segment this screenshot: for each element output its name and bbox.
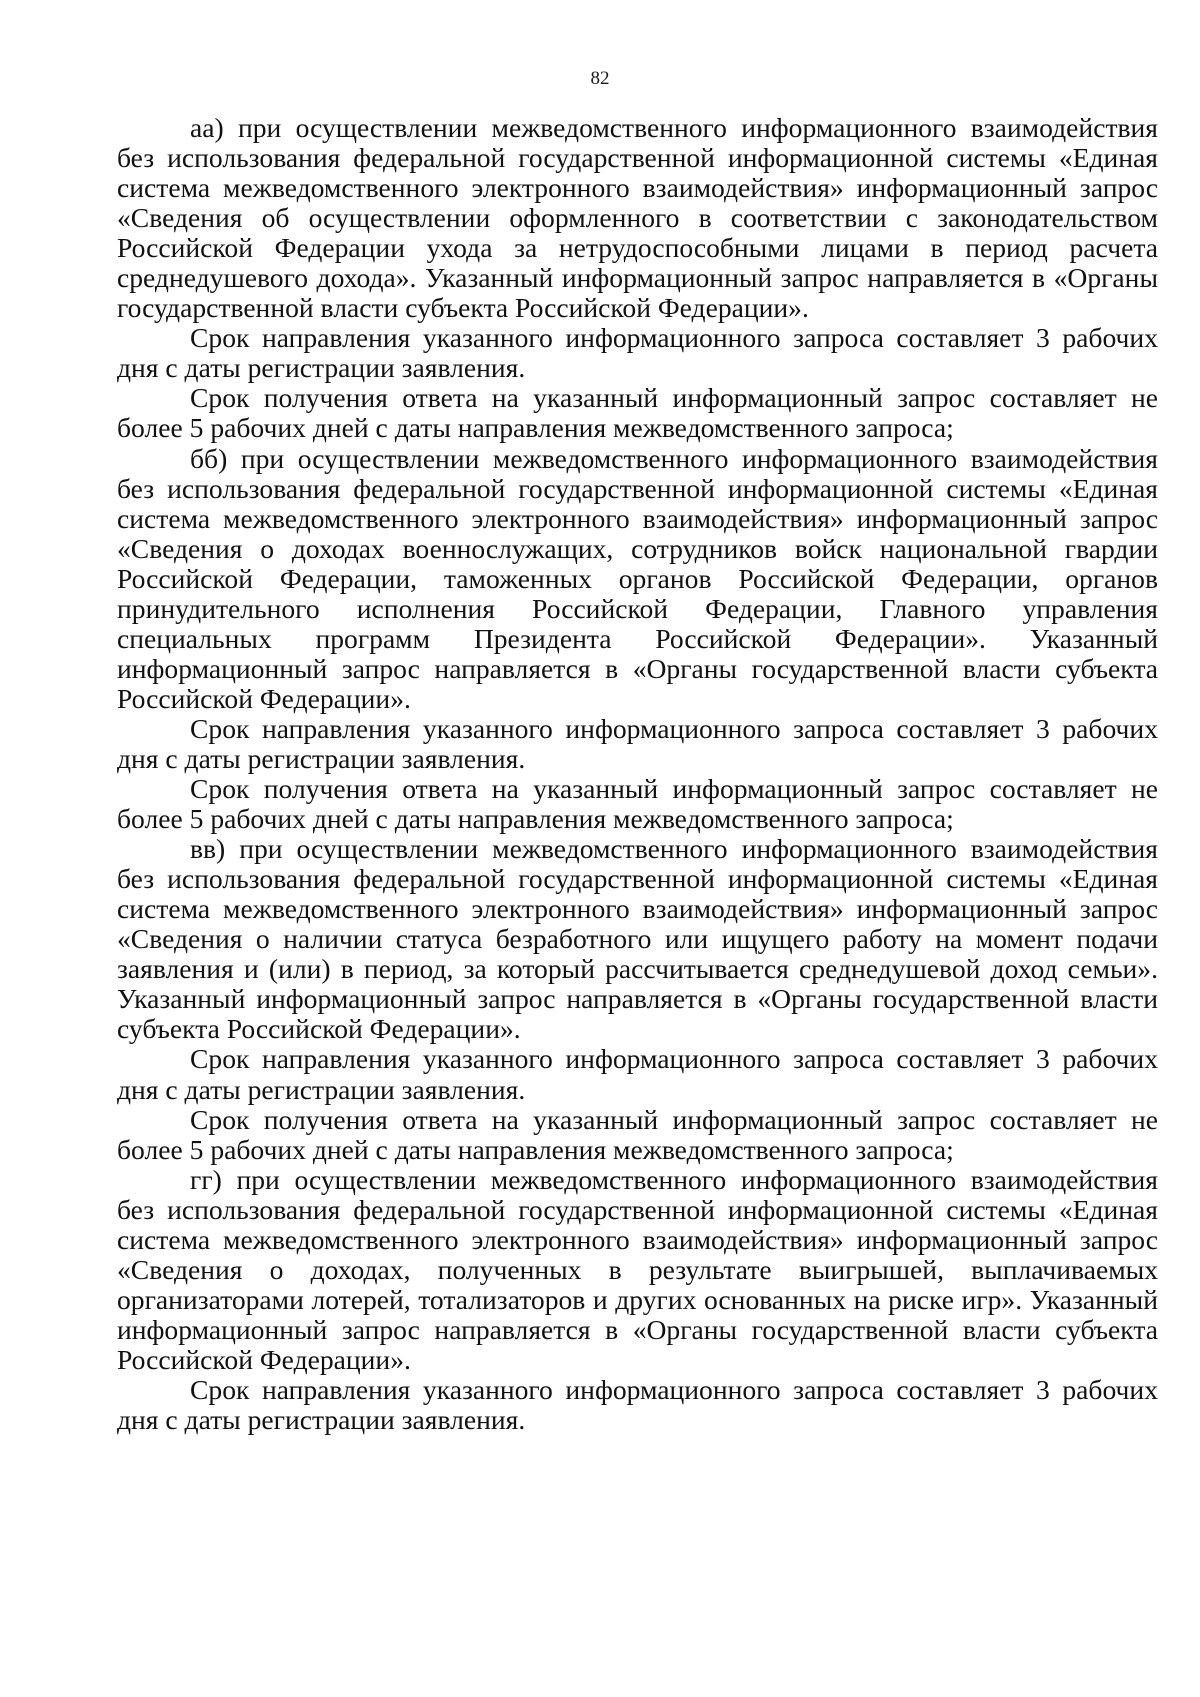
- paragraph-deadline-send: Срок направления указанного информационного запроса составляет 3 рабочих дня с даты регистрации заявления.: [117, 1373, 1158, 1436]
- paragraph-vv: вв) при осуществлении межведомственного информационного взаимодействия без использования федеральной государственной информационной системы «Единая система межведомственного электронного взаимодействия» информационный запрос «Сведения о наличии статуса безработного или ищущего работу на момент подачи заявления и (или) в период, за который рассчитывается среднедушевой доход семьи». Указанный информационный запрос направляется в «Органы государственной власти субъекта Российской Федерации».: [117, 833, 1158, 1045]
- paragraph-deadline-response: Срок получения ответа на указанный информационный запрос составляет не более 5 рабочих дней с даты направления межведомственного запроса;: [117, 1103, 1158, 1165]
- page-number: 82: [590, 68, 610, 89]
- paragraph-deadline-response: Срок получения ответа на указанный информационный запрос составляет не более 5 рабочих дней с даты направления межведомственного запроса;: [117, 773, 1158, 835]
- paragraph-deadline-send: Срок направления указанного информационного запроса составляет 3 рабочих дня с даты регистрации заявления.: [117, 712, 1158, 774]
- paragraph-deadline-response: Срок получения ответа на указанный информационный запрос составляет не более 5 рабочих дней с даты направления межведомственного запроса;: [117, 382, 1158, 444]
- paragraph-bb: бб) при осуществлении межведомственного информационного взаимодействия без использования федеральной государственной информационной системы «Единая система межведомственного электронного взаимодействия» информационный запрос «Сведения о доходах военнослужащих, сотрудников войск национальной гвардии Российской Федерации, таможенных органов Российской Федерации, органов принудительного исполнения Российской Федерации, Главного управления специальных программ Президента Российской Федерации». Указанный информационный запрос направляется в «Органы государственной власти субъекта Российской Федерации».: [117, 442, 1158, 714]
- paragraph-deadline-send: Срок направления указанного информационного запроса составляет 3 рабочих дня с даты регистрации заявления.: [117, 1043, 1158, 1105]
- paragraph-gg: гг) при осуществлении межведомственного информационного взаимодействия без использования федеральной государственной информационной системы «Единая система межведомственного электронного взаимодействия» информационный запрос «Сведения о доходах, полученных в результате выигрышей, выплачиваемых организаторами лотерей, тотализаторов и других основанных на риске игр». Указанный информационный запрос направляется в «Органы государственной власти субъекта Российской Федерации».: [117, 1163, 1158, 1375]
- paragraph-deadline-send: Срок направления указанного информационного запроса составляет 3 рабочих дня с даты регистрации заявления.: [117, 322, 1158, 384]
- document-body: [117, 113, 1158, 1435]
- paragraph-aa: аа) при осуществлении межведомственного информационного взаимодействия без использования федеральной государственной информационной системы «Единая система межведомственного электронного взаимодействия» информационный запрос «Сведения об осуществлении оформленного в соответствии с законодательством Российской Федерации ухода за нетрудоспособными лицами в период расчета среднедушевого дохода». Указанный информационный запрос направляется в «Органы государственной власти субъекта Российской Федерации».: [117, 112, 1158, 324]
